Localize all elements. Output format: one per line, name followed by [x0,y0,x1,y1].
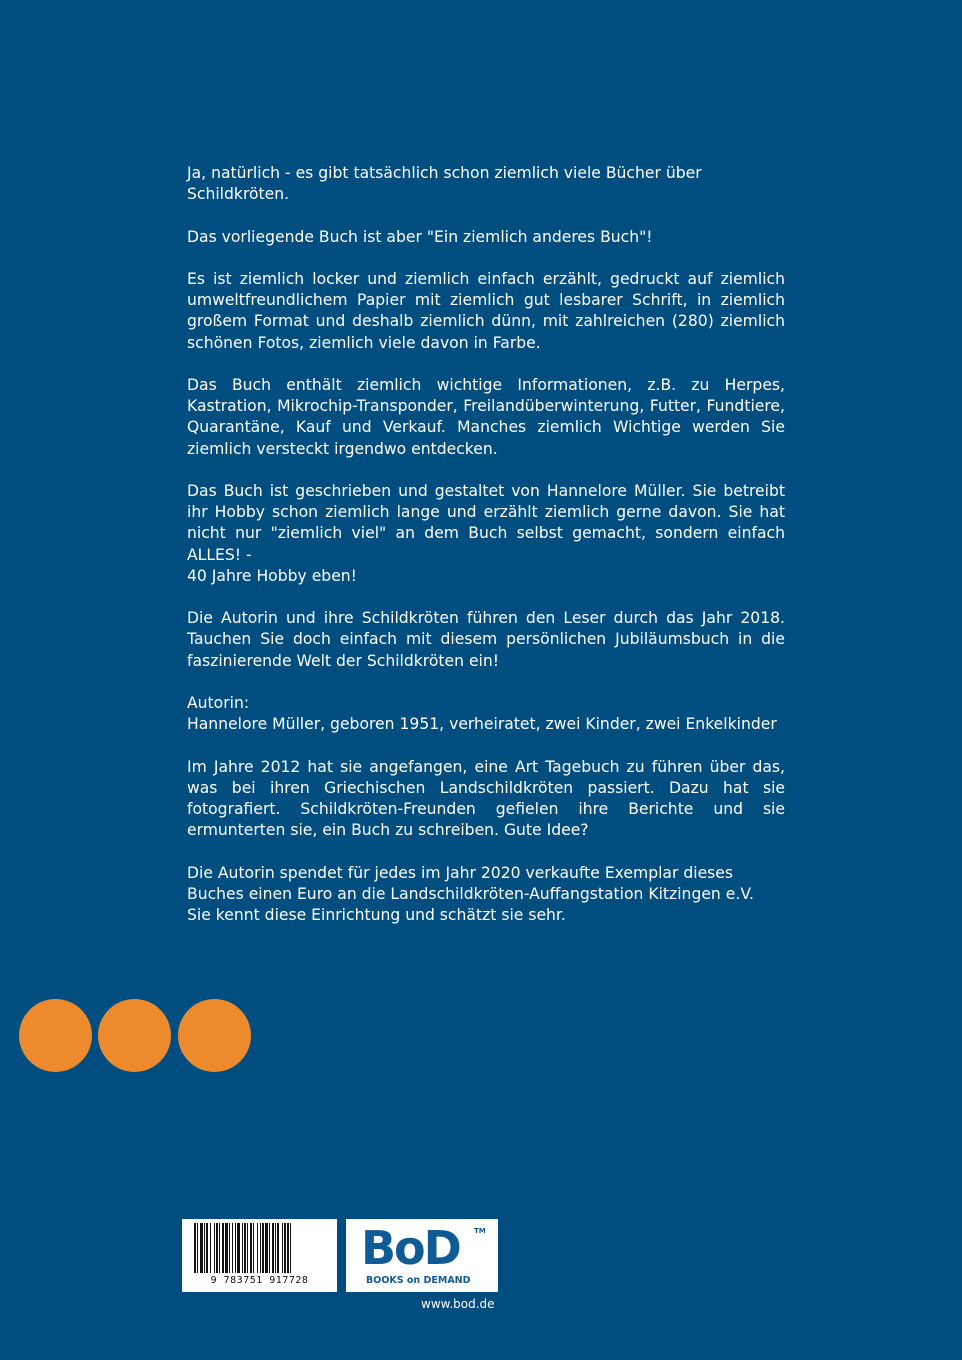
bod-tagline: BOOKS on DEMAND [366,1275,471,1286]
barcode-bar [200,1223,203,1273]
barcode-bar [225,1223,228,1273]
author-paragraph-hobby: 40 Jahre Hobby eben! [187,566,357,585]
barcode-bar [244,1223,246,1273]
journey-paragraph: Die Autorin und ihre Schildkröten führen den Leser durch das Jahr 2018. Tauchen Sie doch einfach mit diesem persönlichen Jubiläumsbuch in die faszinierende Welt der Schildkröten ein! [187,609,785,670]
donation-paragraph [187,863,785,927]
author-info [187,693,785,735]
barcode-bar [222,1223,224,1273]
publisher-website: www.bod.de [421,1297,495,1311]
publisher-logo [346,1219,498,1292]
orange-dot [178,999,251,1072]
author-label: Autorin: [187,693,250,712]
orange-dot [19,999,92,1072]
barcode-bar [262,1223,264,1273]
donation-text: Die Autorin spendet für jedes im Jahr 2020 verkaufte Exemplar dieses Buches einen Euro an die Landschildkröten-Auffangstation Kitzingen e.V. [187,863,754,903]
barcode-bar [257,1223,258,1273]
author-paragraph [187,481,785,587]
barcode-bar [204,1223,205,1273]
barcode-bar [214,1223,215,1273]
orange-dot [98,999,171,1072]
barcode-bar [237,1223,240,1273]
barcode-bar [194,1223,196,1273]
barcode-bar [229,1223,230,1273]
barcode-bar [287,1223,289,1273]
tagline-paragraph: Das vorliegende Buch ist aber "Ein ziemlich anderes Buch"! [187,227,653,246]
donation-note: Sie kennt diese Einrichtung und schätzt sie sehr. [187,905,566,924]
barcode-bar [235,1223,236,1273]
barcode-bar [197,1223,198,1273]
barcode-bar [219,1223,220,1273]
barcode-bar [265,1223,268,1273]
barcode-bar [232,1223,233,1273]
barcode-bar [250,1223,252,1273]
author-details: Hannelore Müller, geboren 1951, verheiratet, zwei Kinder, zwei Enkelkinder [187,715,777,734]
author-paragraph-text: Das Buch ist geschrieben und gestaltet von Hannelore Müller. Sie betreibt ihr Hobby schon ziemlich lange und erzählt ziemlich gerne davon. Sie hat nicht nur "ziemlich viel" an dem Buch selbst gemacht, sondern einfach ALLES! - [187,481,785,564]
description-paragraph: Es ist ziemlich locker und ziemlich einfach erzählt, gedruckt auf ziemlich umweltfreundlichem Papier mit ziemlich gut lesbarer Schrift, in ziemlich großem Format und deshalb ziemlich dünn, mit zahlreichen (280) ziemlich schönen Fotos, ziemlich viele davon in Farbe. [187,269,785,352]
contents-paragraph: Das Buch enthält ziemlich wichtige Informationen, z.B. zu Herpes, Kastration, Mikrochip-Transponder, Freilandüberwinterung, Futter, Fundtiere, Quarantäne, Kauf und Verkauf. Manches ziemlich Wichtige werden Sie ziemlich versteckt irgendwo entdecken. [187,375,785,458]
barcode-bar [247,1223,248,1273]
barcode-bar [260,1223,261,1273]
barcode-bar [216,1223,218,1273]
barcode-bar [284,1223,286,1273]
trademark: TM [474,1227,486,1235]
barcode-bar [242,1223,243,1273]
isbn-number: 9 783751 917728 [210,1275,309,1286]
barcode-bar [253,1223,254,1273]
intro-paragraph: Ja, natürlich - es gibt tatsächlich schon ziemlich viele Bücher über Schildkröten. [187,164,702,204]
barcode-bar [269,1223,270,1273]
barcode-bar [272,1223,274,1273]
barcode-bar [290,1223,291,1273]
back-cover-text [187,163,785,947]
barcode-bars [182,1219,337,1277]
barcode-bar [210,1223,211,1273]
bod-logo-mark: BoD [361,1221,460,1275]
barcode-bar [275,1223,276,1273]
history-paragraph: Im Jahre 2012 hat sie angefangen, eine Art Tagebuch zu führen über das, was bei ihren Griechischen Landschildkröten passiert. Dazu hat sie fotografiert. Schildkröten-Freunden gefielen ihre Berichte und sie ermunterten sie, ein Buch zu schreiben. Gute Idee? [187,757,785,840]
barcode-bar [282,1223,283,1273]
barcode-bar [277,1223,279,1273]
barcode [182,1219,337,1292]
barcode-bar [206,1223,208,1273]
